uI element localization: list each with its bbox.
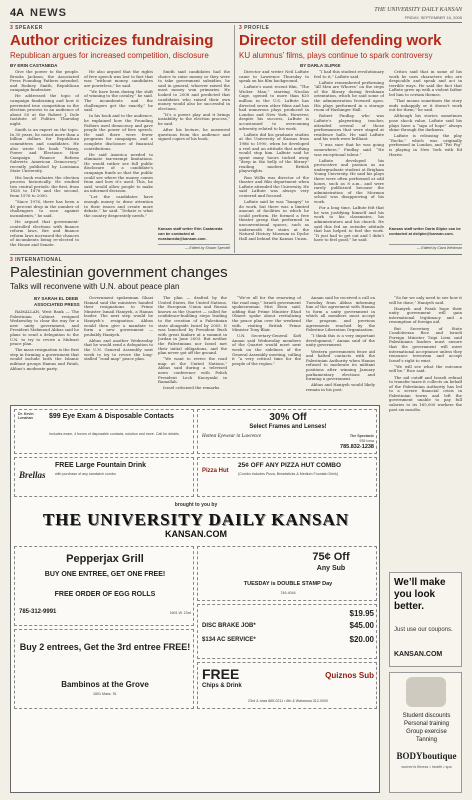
paragraph: Western governments froze aid and halted contacts with the Palestinian Authority when Hamas refused to moderate its militant positions after winning January parliamentary elections and forming a government. xyxy=(306,348,375,382)
paper-name: THE UNIVERSITY DAILY KANSAN xyxy=(374,7,462,13)
paragraph: “We will see what the outcome will be,” Rice said. xyxy=(389,363,462,374)
paragraph: In his book and to the audience, he explained how the Founding Fathers used democracy and gave people the power of free speech. He said there were fewer programs for campaigns, and a complete disclosure of financial contributions. xyxy=(84,113,153,151)
headline-palestinian: Palestinian government changes xyxy=(10,264,228,281)
kansan-ad-line-1: We’ll make you look better. xyxy=(394,577,446,612)
coupon-brellas[interactable] xyxy=(14,457,194,497)
paragraph: LaBute did his graduate studies at the University of Kansas from 1986 to 1990, when he developed a reel and an attitude that nothing would stop him. LaBute said he spent many hours tucked away “deep in the belly of the library” reading modern British playwrights. xyxy=(239,131,309,174)
quiznos-address: 23rd & Iowa 865-0211 • 6th & Wakarusa 312-0000 xyxy=(248,699,328,703)
story-bottom-col-5 xyxy=(306,296,375,400)
coupon-75-off[interactable] xyxy=(197,546,377,601)
pizza-hut-logo: Pizza Hut xyxy=(202,468,229,474)
coupon-page xyxy=(10,405,380,793)
paragraph: Abbas and Haniyeh would likely remain in his post. xyxy=(306,382,375,392)
sub-phone: 749-4044 xyxy=(280,591,296,595)
brellas-headline: FREE Large Fountain Drink xyxy=(55,462,147,469)
paragraph: Give the power to the people. Brooks Jackson, the Associated Press Founding Fathers intended, and Rodney Smith, Republican campaign fundraiser. xyxy=(10,70,79,93)
eye-doctor-name: Dr. Kevin Lenahan xyxy=(18,412,34,421)
dateline: FRIDAY, SEPTEMBER 16, 2005 xyxy=(404,15,462,20)
paragraph: Robert Findlay, who was LaBute’s playwriting teacher, attended several of those performances that were staged at residence halls. He said LaBute and his work were brilliant. xyxy=(314,113,384,142)
section-name: NEWS xyxy=(30,7,67,19)
paragraph: LaBute said he was “hungry” to do work, but there was a limited amount of facilities in which he could perform. He formed a free theater group that performed in unconventional spaces, such as underneath the stairs at the Natural History Museum in Dyche Hall and behind the Kansas Union. xyxy=(239,199,309,241)
paragraph: “We have been during the shift of winning to the cavalry,” he said. The incumbents and the challengers get the exactly,” he said. xyxy=(84,88,153,113)
paragraph: RAMALLAH, West Bank — The Palestinian Cabinet resigned Wednesday to clear the way for a new unity government, and President Mahmoud Abbas said he plans to send a delegation to the U.N. to try to revive a Mideast peace plan. xyxy=(10,310,79,347)
paragraph: Critics said that in some of his work he uses characters who are despicable and speak and act in terrible ways. He said the fact that LaBute grew up with a violent father led him to certain themes. xyxy=(389,70,462,97)
masthead-rule xyxy=(10,22,462,23)
boutique-line-2: Personal training xyxy=(403,721,450,727)
paragraph: He also argued that the rights of free speech was lost to fact that was “without money, candidates are powerless,” he said. xyxy=(84,70,153,88)
price-3: $20.00 xyxy=(349,635,374,644)
pepperjax-headline: BUY ONE ENTREE, GET ONE FREE! xyxy=(44,571,166,578)
boutique-line-1: Student discounts xyxy=(402,713,451,719)
bodyboutique-ad xyxy=(389,672,462,793)
paragraph: “I had this student revolutionary feel to it,” LaBute said. xyxy=(314,70,384,79)
deck-director: KU alumnus’ films, plays continue to spark controversy xyxy=(239,51,433,60)
spectacle-address: 935 Iowa xyxy=(359,439,374,443)
bambinos-footer: Bambinos at the Grove xyxy=(61,680,149,689)
spectacle-phone: 785.832-1238 xyxy=(340,444,374,450)
coupon-quiznos[interactable] xyxy=(197,662,377,709)
spectacle-offer-sub: Select Frames and Lenses! xyxy=(249,424,327,430)
paragraph: Haniyeh and Fatah hope their unity government will gain international legitimacy and a resumption of foreign aid. xyxy=(389,305,462,325)
paragraph: Smith said candidates had the choice to raise money or they were to take government subsidies, he said in general, whoever raised the most money won primaries. He looked to 2008 and predicted that candidates who raised their own money would also be successful in elections. xyxy=(158,70,230,111)
page-number: 4A xyxy=(10,7,25,19)
double-stamp-day: TUESDAY is DOUBLE STAMP Day xyxy=(243,581,333,587)
paragraph: Government spokesman Ghazi Hamad said the ministers handed their resignations to Prime Minister Ismail Haniyeh, a Hamas leader. The next step would be Haniyeh’s resignation. Abbas would then give a mandate to form a new government — probably Haniyeh. xyxy=(84,296,153,337)
section-rule xyxy=(10,254,462,255)
deck-author: Republican argues for increased competition, disclosure xyxy=(10,51,209,60)
pepperjax-address: 1601 W. 23rd xyxy=(169,611,191,615)
sub-offer: 75¢ Off xyxy=(312,551,350,563)
byline-left: BY ERIN CASTANEDA xyxy=(10,63,58,68)
pepperjax-sub: FREE ORDER OF EGG ROLLS xyxy=(54,591,156,598)
paragraph: His book evaluates the election process historically. He studied two central periods: the first, from 1828 to 1876 and the second, from 1976 to 2000. xyxy=(10,174,79,198)
paragraph: Although his stories sometimes pose shock value, LaBute said his plays have a “sign of hope” always shine through the darkness. xyxy=(389,113,462,133)
pepperjax-phone: 785-312-9991 xyxy=(19,609,57,615)
paragraph: “I was sure that he was going somewhere,” Findlay said. “He was exceptional talent.” xyxy=(314,142,384,157)
story-right-col-3 xyxy=(389,70,462,222)
contributor-right: Kansan staff writer Darla Slipke can be contacted at dslipke@kansan.com. xyxy=(389,226,461,236)
story-left-col-2 xyxy=(84,70,153,250)
boutique-tagline: women’s fitness • health • spa xyxy=(401,765,452,769)
boutique-line-4: Tanning xyxy=(415,737,438,743)
paragraph: He addressed the topic of campaign fundraising and how it prevented true competition in the election process to an audience of about 50 at the Robert J. Dole Institute of Politics Thursday night. xyxy=(10,93,79,127)
paragraph: Director and writer Neil LaBute came to Lawrence Thursday to speak on his film background. xyxy=(239,70,309,84)
story-bottom-col-2 xyxy=(84,296,153,400)
pizza-hut-offer: 25¢ OFF ANY PIZZA HUT COMBO xyxy=(238,462,342,469)
bambinos-address: 1801 Mass. St. xyxy=(93,692,117,696)
coupon-pizza-hut[interactable] xyxy=(197,457,377,497)
paragraph: LaBute is releasing the play “Rocks,” which was originally performed in London, and “Fat Pig” is playing in New York with Ed Harris. xyxy=(389,133,462,157)
spectacle-offer: 30% Off xyxy=(269,412,307,423)
paragraph: He argued that government-controlled elections with finance reform laws, fire and finance reform laws increased the chances of incumbents being re-elected to the House and Senate. xyxy=(10,218,79,247)
brellas-sub: with purchase of any sandwich combo xyxy=(55,472,116,476)
kansan-ad-brand: KANSAN.COM xyxy=(394,651,443,658)
paragraph: “That means sometimes the story ends unhappily or it doesn’t work out for them,” he said. xyxy=(389,98,462,113)
quiznos-free: FREE xyxy=(202,666,240,682)
story-bottom-col-4 xyxy=(232,296,301,400)
coupon-bambinos[interactable] xyxy=(14,629,194,709)
contributor-left: Kansan staff writer Erin Castaneda can be contacted at ecastaneda@kansan.com. xyxy=(158,226,223,241)
udk-banner-title: THE UNIVERSITY DAILY KANSAN xyxy=(42,510,350,529)
paragraph: “Let the candidates have enough money to draw attention to their issues and create more debate,” he said. “Debate is what the country desperately needs.” xyxy=(84,194,153,218)
paragraph: U.N. Secretary-General Kofi Annan said Wednesday members of the Quartet would meet next week on the sidelines of the General Assembly meeting, calling it “a very critical time for the people of the region.” xyxy=(232,333,301,366)
column-divider xyxy=(234,25,235,253)
paragraph: Abbas and another Wednesday that he would send a delegation to the U.N. General Assembly next week to try to revive the long-stalled “road map” peace plan. xyxy=(84,337,153,362)
edited-by-right: — Edited by Clara Weidman xyxy=(389,244,462,250)
deck-palestinian: Talks will reconvene with U.N. about peace plan xyxy=(10,282,180,291)
paragraph: “We want to revive the road map at the United Nations,” Abbas said during a televised news conference with Polish President Lech Kaczynski in Ramallah. xyxy=(158,356,227,385)
boutique-brand: BODYboutique xyxy=(396,751,457,761)
story-left-col-3 xyxy=(158,70,230,241)
paragraph: For a long time, LaBute felt that he was justifying himself and his work to his classmates, his administrators and his church. He said this fed an outsider attitude that has helped to fuel the work. “It just had to get out and I didn’t have to feel good,” he said. xyxy=(314,205,384,243)
kicker-speaker: 3 SPEAKER xyxy=(10,25,43,31)
paragraph: “So far we only need to see how it will be done,” Haniyeh said. xyxy=(389,296,462,305)
paragraph: “Since 1976, there has been a 40 percent drop in the number of challengers to race against incumbents,” he said. xyxy=(10,199,79,218)
disc-brake: DISC BRAKE JOB* xyxy=(202,623,256,629)
eye-exam-headline: $99 Eye Exam & Disposable Contacts xyxy=(49,413,174,420)
byline-right: BY DARLA SLIPKE xyxy=(300,63,341,68)
pizza-hut-offer-sub: (Combo includes Pizza, Breadsticks & Medium Fountain Drink) xyxy=(238,472,339,476)
kicker-international: 3 INTERNATIONAL xyxy=(10,257,63,263)
spectacle-note: Hottest Eyewear in Lawrence xyxy=(202,434,262,439)
pepperjax-name: Pepperjax Grill xyxy=(66,553,144,565)
paragraph: The aid cutoff and Israeli refusal to transfer taxes it collects on behalf of the Palestinian Authority has led to a severe financial crisis in Palestinian towns and left the government unable to pay full salaries to its 165,000 workers the past six months. xyxy=(389,374,462,412)
story-right-col-2 xyxy=(314,70,384,250)
paragraph: “I think this is a very important development,” Annan said of the unity government. xyxy=(306,333,375,348)
paragraph: LaBute’s most recent film, “The Wicker Man,” starring Nicolas Cage, opened to more than $20 million in the U.S. LaBute has directed seven other films and has had numerous plays produced in London and New York. However, despite his success, LaBute is accustomed to overcoming adversity related to his work. xyxy=(239,84,309,131)
paragraph: Annan said he received a call on Tuesday from Abbas informing him of the agreement with Hamas to form a unity government in which all members must accept the program and previous agreements reached by the Palestine Liberation Organization. xyxy=(306,296,375,333)
story-right-col-1 xyxy=(239,70,309,250)
paragraph: Smith is an expert on the topic. In 30 years, he raised more than a billion dollars for Republican committees and candidates. He also wrote the book “Money, Power and Elections: How Campaign Finance Reform Subverts American Democracy,” recently published by Louisiana State University. xyxy=(10,127,79,174)
story-left-col-1 xyxy=(10,70,79,250)
story-bottom-col-1 xyxy=(10,310,79,400)
coupon-pepperjax[interactable] xyxy=(14,546,194,626)
paragraph: He said America needed to eliminate tax-exempt limitations. He would rather see full public disclosure of a candidate’s campaign funds so that the public could see where the money comes from and how it’s used. This, he said, would allow people to make an informed decision. xyxy=(84,151,153,194)
spectacle-store: The Spectacle xyxy=(349,434,374,438)
bambinos-deal: Buy 2 entrees, Get the 3rd entree FREE! xyxy=(19,642,191,652)
paragraph: The mass resignation is the first step in forming a government that would include both the Islamic militant groups Hamas and Fatah, Abbas’s moderate party. xyxy=(10,347,79,371)
udk-banner-url[interactable]: KANSAN.COM xyxy=(165,529,227,539)
paragraph: But Secretary of State Condoleezza Rice and Israeli Foreign Minister Tzipi Livni said Palestinians leaders must ensure that the government will meet international acceptance unless they renounce terrorism and accept Israel’s right to exist. xyxy=(389,325,462,363)
headline-director: Director still defending work xyxy=(239,32,442,49)
coupon-auto-service[interactable] xyxy=(197,604,377,659)
boutique-line-3: Group exercise xyxy=(406,729,447,735)
coupon-spectacle[interactable] xyxy=(197,409,377,454)
masthead xyxy=(10,7,462,21)
ac-service: $134 AC SERVICE* xyxy=(202,637,256,643)
headline-author: Author criticizes fundraising xyxy=(10,32,214,49)
paragraph: LaBute developed his provocative and passion as an undergraduate student at Brigham Young University. He said his plays there were often performed at odd hours, such as 8 a.m., and were rarely publicized because the administration of the Mormon school was disapproving of his work. xyxy=(314,157,384,205)
brought-to-you-by: brought to you by xyxy=(174,502,218,508)
shirt-image xyxy=(406,677,446,707)
sub-offer-sub: Any Sub xyxy=(316,565,346,572)
eye-exam-details: Includes exam, 4 boxes of disposable contacts, solution and more. Call for details. xyxy=(49,432,180,436)
brellas-logo: Brellas xyxy=(19,470,46,480)
paragraph: LaBute remembered performing “All Men are Whores” on the steps of the library during freshman orientation, which he said some of the administration frowned upon. His plays performed in a storage room of Hashinger Hall. xyxy=(314,79,384,113)
byline-bottom-2: ASSOCIATED PRESS xyxy=(34,302,80,307)
quiznos-logo: Quiznos Sub xyxy=(325,671,374,680)
byline-bottom-1: BY SARAH EL DEEB xyxy=(34,296,79,301)
paragraph: “It’s a power play and it brings instability to the election process,” he said. xyxy=(158,111,230,127)
price-1: $19.95 xyxy=(349,609,374,618)
kansan-ad-line-2: Just use our coupons. xyxy=(394,627,453,633)
paragraph: After his lecture, he answered questions from the audience and signed copies of his book. xyxy=(158,127,230,142)
kicker-profile: 3 PROFILE xyxy=(239,25,270,31)
story-bottom-col-3 xyxy=(158,296,227,400)
quiznos-free-sub: Chips & Drink xyxy=(202,683,242,689)
story-bottom-col-6 xyxy=(389,296,462,568)
paragraph: The plan — drafted by the United States, the United Nations, the European Union and Russia known as the Quartet — called for confidence-building steps leading to the creation of a Palestinian state alongside Israel by 2005. It was launched by President Bush with great fanfare at a summit in Jordan in June 2003. But neither the Palestinians nor Israel met their initial obligations, and the plan never got off the ground. xyxy=(158,296,227,356)
coupon-eye-exam[interactable] xyxy=(14,409,194,454)
price-2: $45.00 xyxy=(349,621,374,630)
paragraph: Israel criticized the remarks. xyxy=(163,385,221,391)
paragraph: Ron Willis was director of the theater and film department when LaBute attended the University. He said LaBute was always very centered and focused. xyxy=(239,174,309,198)
paragraph: “We’re all for the renewing of the road map,” Israeli government spokeswoman Miri Eisin said, adding that Prime Minister Ehud Olmert spoke about revitalizing the peace plan over the weekend with visiting British Prime Minister Tony Blair. xyxy=(232,296,301,333)
edited-by-left: — Edited by Shawn Specktll xyxy=(158,244,230,250)
kansan-house-ad xyxy=(389,572,462,667)
